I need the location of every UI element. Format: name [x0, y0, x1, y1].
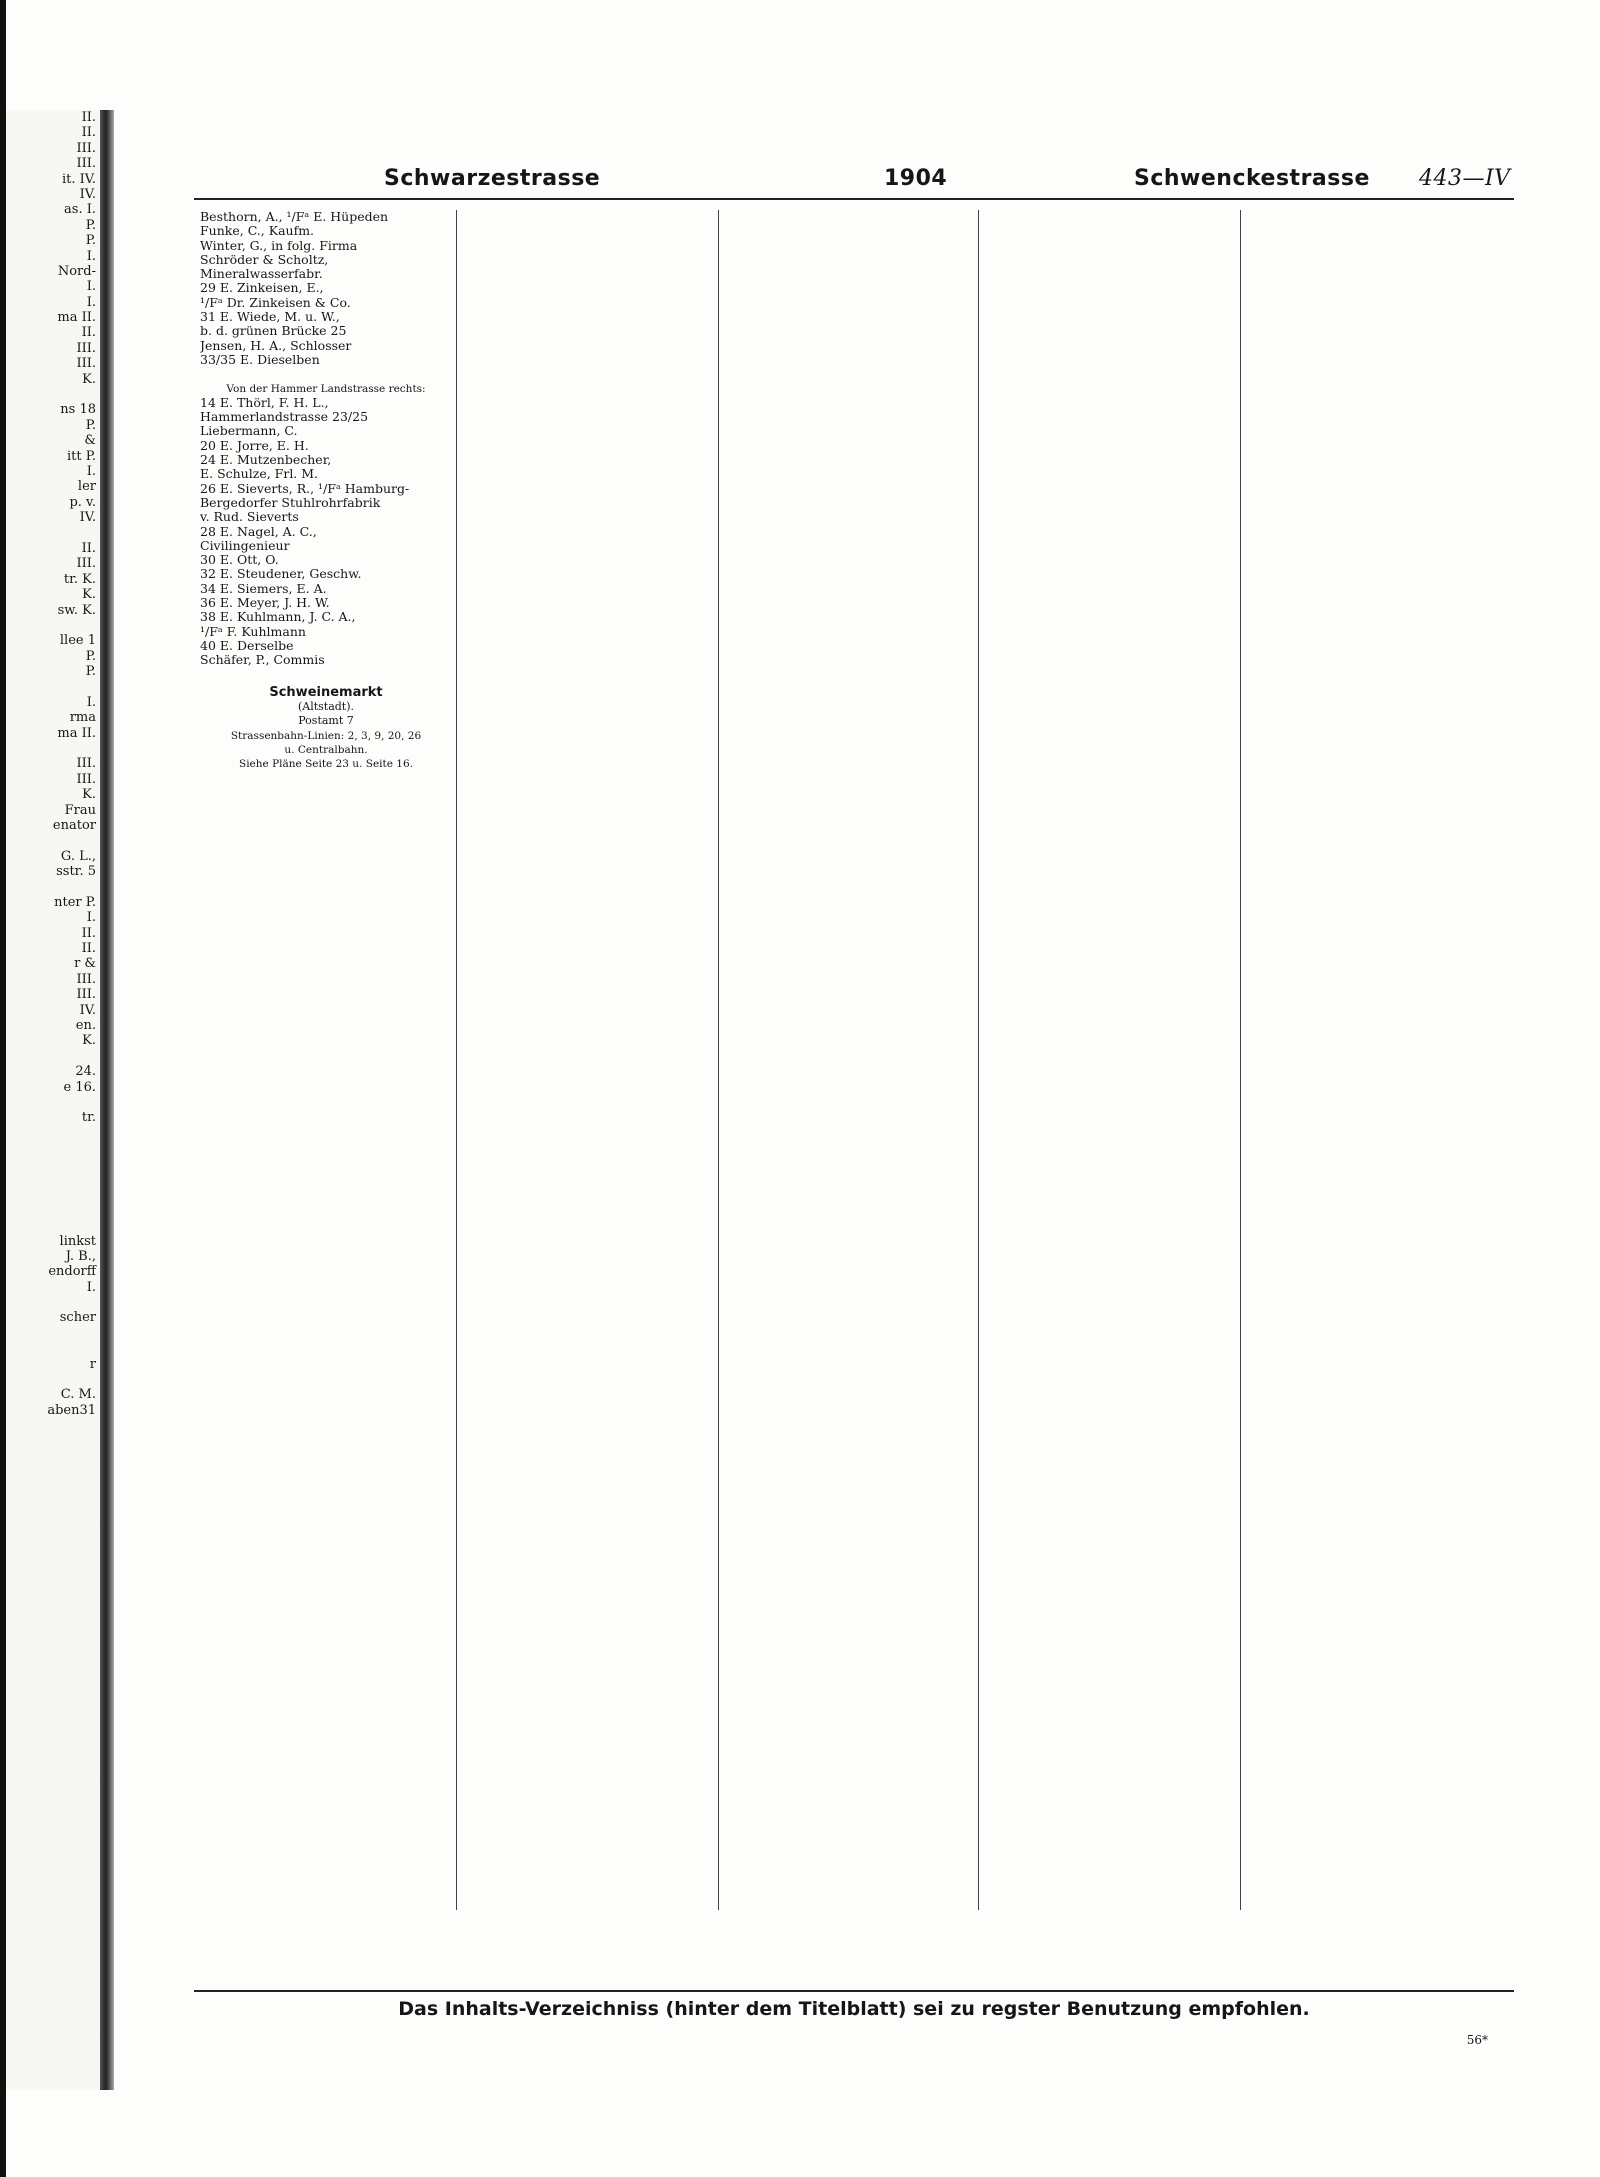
prev-page-fragment: rma	[69, 710, 96, 726]
prev-page-fragment: G. L.,	[60, 848, 96, 864]
prev-page-fragment	[6, 1095, 100, 1110]
prev-page-fragment: I.	[86, 694, 96, 710]
directory-entry: Postamt 7	[298, 714, 354, 728]
page-header	[194, 158, 1514, 200]
directory-entry	[200, 668, 452, 682]
column-2	[456, 210, 718, 1910]
prev-page-fragment	[6, 387, 100, 402]
directory-entry	[200, 367, 452, 381]
directory-entry: 30 E. Ott, O.	[200, 553, 279, 568]
directory-entry: 32 E. Steudener, Geschw.	[200, 567, 362, 582]
directory-columns	[194, 210, 1514, 2010]
directory-entry: Mineralwasserfabr.	[200, 267, 323, 282]
prev-page-fragment: III.	[76, 156, 96, 172]
directory-entry: 40 E. Derselbe	[200, 638, 294, 653]
prev-page-fragment: itt P.	[67, 448, 96, 464]
prev-page-fragment	[6, 880, 100, 895]
header-right-street: Schwenckestrasse	[1134, 166, 1370, 191]
prev-page-fragment: I.	[86, 279, 96, 295]
directory-entry: Strassenbahn-Linien: 2, 3, 9, 20, 26	[230, 729, 422, 742]
prev-page-fragment: nter P.	[54, 894, 96, 910]
prev-page-fragment	[6, 1295, 100, 1310]
prev-page-fragment: C. M.	[60, 1387, 96, 1403]
prev-page-fragment: IV.	[79, 510, 96, 526]
directory-entry: 20 E. Jorre, E. H.	[200, 438, 309, 453]
directory-entry: v. Rud. Sieverts	[200, 510, 299, 525]
previous-page-fragment	[6, 110, 100, 2090]
directory-entry: Funke, C., Kaufm.	[200, 224, 315, 239]
prev-page-fragment: &	[84, 433, 96, 449]
prev-page-fragment	[6, 679, 100, 694]
prev-page-fragment: II.	[81, 325, 96, 341]
prev-page-fragment: ma II.	[57, 725, 96, 741]
directory-entry: b. d. grünen Brücke 25	[200, 324, 347, 339]
directory-entry: E. Schulze, Frl. M.	[200, 467, 319, 482]
prev-page-fragment: sw. K.	[57, 602, 96, 618]
prev-page-fragment	[6, 1203, 100, 1218]
directory-page	[114, 108, 1514, 2088]
prev-page-fragment	[6, 618, 100, 633]
prev-page-fragment	[6, 526, 100, 541]
prev-page-fragment: ma II.	[57, 310, 96, 326]
prev-page-fragment: e 16.	[63, 1079, 96, 1095]
prev-page-fragment: III.	[76, 140, 96, 156]
prev-page-fragment	[6, 1141, 100, 1156]
prev-page-fragment: r &	[74, 956, 96, 972]
prev-page-fragment: 24.	[75, 1064, 96, 1080]
prev-page-fragment: IV.	[79, 186, 96, 202]
directory-entry: 38 E. Kuhlmann, J. C. A.,	[200, 610, 356, 625]
prev-page-fragment	[6, 741, 100, 756]
footer-notice: Das Inhalts-Verzeichniss (hinter dem Titelblatt) sei zu regster Benutzung empfohlen.	[194, 1990, 1514, 2028]
prev-page-fragment: I.	[86, 248, 96, 264]
prev-page-fragment: llee 1	[59, 633, 96, 649]
directory-entry: 14 E. Thörl, F. H. L.,	[200, 395, 329, 410]
prev-page-fragment: I.	[86, 910, 96, 926]
prev-page-fragment: linkst	[59, 1233, 96, 1249]
prev-page-fragment	[6, 1218, 100, 1233]
prev-page-fragment: I.	[86, 294, 96, 310]
prev-page-fragment: P.	[85, 417, 96, 433]
prev-page-fragment: III.	[76, 987, 96, 1003]
prev-page-fragment: aben31	[47, 1402, 96, 1418]
directory-entry: Liebermann, C.	[200, 424, 298, 439]
prev-page-fragment: II.	[81, 110, 96, 125]
prev-page-fragment: enator	[52, 817, 96, 833]
prev-page-fragment: tr.	[81, 1110, 96, 1126]
prev-page-fragment: scher	[59, 1310, 96, 1326]
prev-page-fragment: r	[89, 1356, 96, 1372]
prev-page-fragment: K.	[82, 371, 96, 387]
prev-page-fragment: Nord-	[57, 263, 96, 279]
prev-page-fragment: tr. K.	[63, 571, 96, 587]
column-4	[978, 210, 1240, 1910]
prev-page-fragment: I.	[86, 463, 96, 479]
directory-entry: Jensen, H. A., Schlosser	[200, 338, 352, 353]
prev-page-fragment: IV.	[79, 1002, 96, 1018]
prev-page-fragment: II.	[81, 941, 96, 957]
directory-entry: Von der Hammer Landstrasse rechts:	[226, 382, 426, 395]
prev-page-fragment	[6, 1126, 100, 1141]
prev-page-fragment: J. B.,	[65, 1248, 96, 1264]
prev-page-fragment: K.	[82, 787, 96, 803]
prev-page-fragment: III.	[76, 340, 96, 356]
prev-page-fragment: K.	[82, 1033, 96, 1049]
prev-page-fragment: as. I.	[64, 202, 96, 218]
prev-page-fragment: III.	[76, 771, 96, 787]
column-5	[1240, 210, 1514, 1910]
page-number: 56*	[1466, 2033, 1488, 2047]
directory-entry: 28 E. Nagel, A. C.,	[200, 524, 317, 539]
prev-page-fragment: Frau	[64, 802, 96, 818]
prev-page-fragment: III.	[76, 971, 96, 987]
prev-page-fragment	[6, 1172, 100, 1187]
column-3	[718, 210, 978, 1910]
directory-entry: Schäfer, P., Commis	[200, 653, 325, 668]
prev-page-fragment	[6, 1187, 100, 1202]
directory-entry: Civilingenieur	[200, 538, 290, 553]
directory-entry: Schröder & Scholtz,	[200, 252, 329, 267]
prev-page-fragment: P.	[85, 233, 96, 249]
prev-page-fragment: ler	[77, 479, 96, 495]
header-left-street: Schwarzestrasse	[384, 166, 601, 191]
directory-entry: 26 E. Sieverts, R., ¹/Fᵃ Hamburg-	[200, 481, 410, 496]
header-page-ref: 443—IV	[1419, 166, 1511, 191]
prev-page-fragment: II.	[81, 540, 96, 556]
directory-entry: 29 E. Zinkeisen, E.,	[200, 281, 324, 296]
directory-entry: u. Centralbahn.	[284, 743, 368, 756]
prev-page-fragment: P.	[85, 217, 96, 233]
prev-page-fragment: ns 18	[60, 402, 96, 418]
prev-page-fragment: III.	[76, 756, 96, 772]
prev-page-fragment	[6, 1372, 100, 1387]
prev-page-fragment	[6, 1157, 100, 1172]
prev-page-fragment: K.	[82, 587, 96, 603]
directory-entry: 24 E. Mutzenbecher,	[200, 453, 332, 468]
directory-entry: (Altstadt).	[297, 700, 355, 714]
prev-page-fragment	[6, 833, 100, 848]
directory-entry: 33/35 E. Dieselben	[200, 352, 320, 367]
directory-entry: Bergedorfer Stuhlrohrfabrik	[200, 495, 381, 510]
directory-entry: ¹/Fᵃ Dr. Zinkeisen & Co.	[200, 295, 351, 310]
directory-entry: Hammerlandstrasse 23/25	[200, 410, 369, 425]
prev-page-fragment: III.	[76, 556, 96, 572]
prev-page-fragment: P.	[85, 648, 96, 664]
directory-entry: Siehe Pläne Seite 23 u. Seite 16.	[239, 758, 413, 771]
prev-page-fragment: II.	[81, 125, 96, 141]
prev-page-fragment: P.	[85, 664, 96, 680]
directory-entry: ¹/Fᵃ F. Kuhlmann	[200, 624, 306, 639]
prev-page-fragment: en.	[75, 1018, 96, 1034]
directory-entry: 34 E. Siemers, E. A.	[200, 581, 327, 596]
prev-page-fragment: p. v.	[69, 494, 96, 510]
prev-page-fragment: it. IV.	[61, 171, 96, 187]
section-heading: Schweinemarkt	[269, 685, 383, 700]
prev-page-fragment: sstr. 5	[56, 864, 96, 880]
prev-page-fragment	[6, 1326, 100, 1341]
directory-entry: Besthorn, A., ¹/Fᵃ E. Hüpeden	[200, 210, 389, 224]
directory-entry: 36 E. Meyer, J. H. W.	[200, 596, 330, 611]
prev-page-fragment	[6, 1341, 100, 1356]
prev-page-fragment: III.	[76, 356, 96, 372]
header-year: 1904	[884, 166, 948, 191]
book-gutter	[100, 110, 114, 2090]
column-1	[194, 210, 456, 1910]
directory-entry: 31 E. Wiede, M. u. W.,	[200, 310, 340, 325]
prev-page-fragment: II.	[81, 925, 96, 941]
directory-entry: Winter, G., in folg. Firma	[200, 238, 358, 253]
prev-page-fragment: endorff	[48, 1264, 96, 1280]
prev-page-fragment	[6, 1049, 100, 1064]
prev-page-fragment: I.	[86, 1279, 96, 1295]
